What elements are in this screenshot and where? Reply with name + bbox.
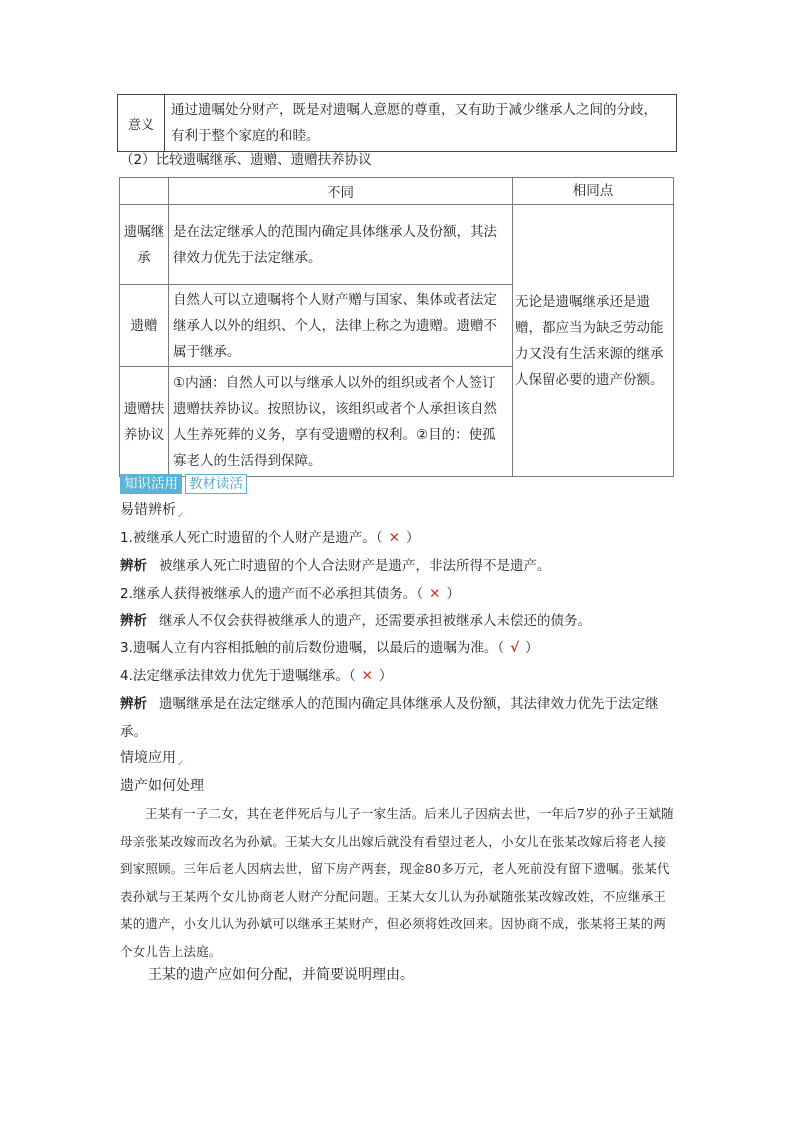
tag-knowledge-use: 知识活用: [120, 474, 182, 494]
question-2: [120, 584, 460, 604]
cross-mark-icon: ✕: [361, 668, 373, 684]
check-icon: ✓: [177, 758, 185, 769]
check-icon: ✓: [177, 510, 185, 521]
question-text: 4.法定继承法律效力优先于遗嘱继承。（: [120, 668, 356, 684]
analysis-2: [120, 611, 591, 631]
question-text: 3.遗嘱人立有内容相抵触的前后数份遗嘱，以最后的遗嘱为准。（: [120, 640, 505, 656]
row-text-will-inheritance: 是在法定继承人的范围内确定具体继承人及份额，其法律效力优先于法定继承。: [169, 205, 513, 285]
same-point-cell: 无论是遗嘱继承还是遗赠，都应当为缺乏劳动能力又没有生活来源的继承人保留必要的遗产份额。: [513, 205, 674, 477]
analysis-text: 遗嘱继承是在法定继承人的范围内确定具体继承人及份额，其法律效力优先于法定继承。: [120, 696, 659, 740]
case-question: 王某的遗产应如何分配，并简要说明理由。: [148, 967, 414, 983]
comparison-table: [119, 177, 674, 477]
table-row-label: 意义: [118, 95, 165, 152]
question-4: [120, 666, 392, 686]
section-title-text: 易错辨析: [120, 502, 176, 518]
analysis-1: [120, 556, 551, 576]
row-label-bequest: 遗赠: [120, 285, 169, 367]
section-tags: [120, 474, 247, 494]
case-title: 遗产如何处理: [120, 778, 204, 794]
comparison-subtitle: （2）比较遗嘱继承、遗赠、遗赠扶养协议: [120, 152, 372, 168]
check-mark-icon: √: [510, 640, 520, 656]
analysis-4: [120, 690, 680, 746]
row-text-support-agreement: ①内涵：自然人可以与继承人以外的组织或者个人签订遗赠扶养协议。按照协议，该组织或者个人承担该自然人生养死葬的义务，享有受遗赠的权利。②目的：使孤寡老人的生活得到保障。: [169, 367, 513, 477]
row-label-will-inheritance: 遗嘱继承: [120, 205, 169, 285]
question-1: [120, 528, 419, 548]
row-text-bequest: 自然人可以立遗嘱将个人财产赠与国家、集体或者法定继承人以外的组织、个人，法律上称之为遗赠。遗赠不属于继承。: [169, 285, 513, 367]
case-story: 王某有一子二女，其在老伴死后与儿子一家生活。后来儿子因病去世，一年后7岁的孙子王斌随母亲张某改嫁而改名为孙斌。王某大女儿出嫁后就没有看望过老人，小女儿在张某改嫁后将老人接到家照顾。三年后老人因病去世，留下房产两套，现金80多万元，老人死前没有留下遗嘱。张某代表孙斌与王某两个女儿协商老人财产分配问题。王某大女儿认为孙斌随张某改嫁改姓，不应继承王某的遗产，小女儿认为孙斌可以继承王某财产，但必须将姓改回来。因协商不成，张某将王某的两个女儿告上法庭。: [120, 806, 674, 959]
significance-table: [117, 94, 677, 152]
analysis-text: 被继承人死亡时遗留的个人合法财产是遗产，非法所得不是遗产。: [159, 558, 551, 574]
table-header-diff: 不同: [169, 178, 513, 205]
table-header-blank: [120, 178, 169, 205]
table-row: [120, 205, 674, 285]
question-end: ）: [405, 530, 420, 546]
question-3: [120, 638, 539, 658]
table-header-same: 相同点: [513, 178, 674, 205]
analysis-label: 辨析: [120, 696, 147, 712]
question-text: 2.继承人获得被继承人的遗产而不必承担其债务。（: [120, 586, 424, 602]
section-title-text: 情境应用: [120, 750, 176, 766]
table-cell-text: 通过遗嘱处分财产，既是对遗嘱人意愿的尊重，又有助于减少继承人之间的分歧，有利于整个家庭的和睦。: [165, 95, 677, 152]
tag-textbook-reading: 教材读活: [185, 474, 247, 494]
analysis-text: 继承人不仅会获得被继承人的遗产，还需要承担被继承人未偿还的债务。: [159, 613, 591, 629]
row-label-support-agreement: 遗赠扶养协议: [120, 367, 169, 477]
analysis-label: 辨析: [120, 558, 147, 574]
section-title-error-analysis: [120, 500, 185, 526]
question-end: ）: [378, 668, 393, 684]
table-header-row: [120, 178, 674, 205]
analysis-label: 辨析: [120, 613, 147, 629]
question-text: 1.被继承人死亡时遗留的个人财产是遗产。（: [120, 530, 383, 546]
cross-mark-icon: ✕: [429, 586, 441, 602]
question-end: ）: [525, 640, 539, 656]
table-row: [118, 95, 677, 152]
cross-mark-icon: ✕: [388, 530, 400, 546]
section-title-scenario: [120, 748, 185, 774]
question-end: ）: [446, 586, 460, 602]
